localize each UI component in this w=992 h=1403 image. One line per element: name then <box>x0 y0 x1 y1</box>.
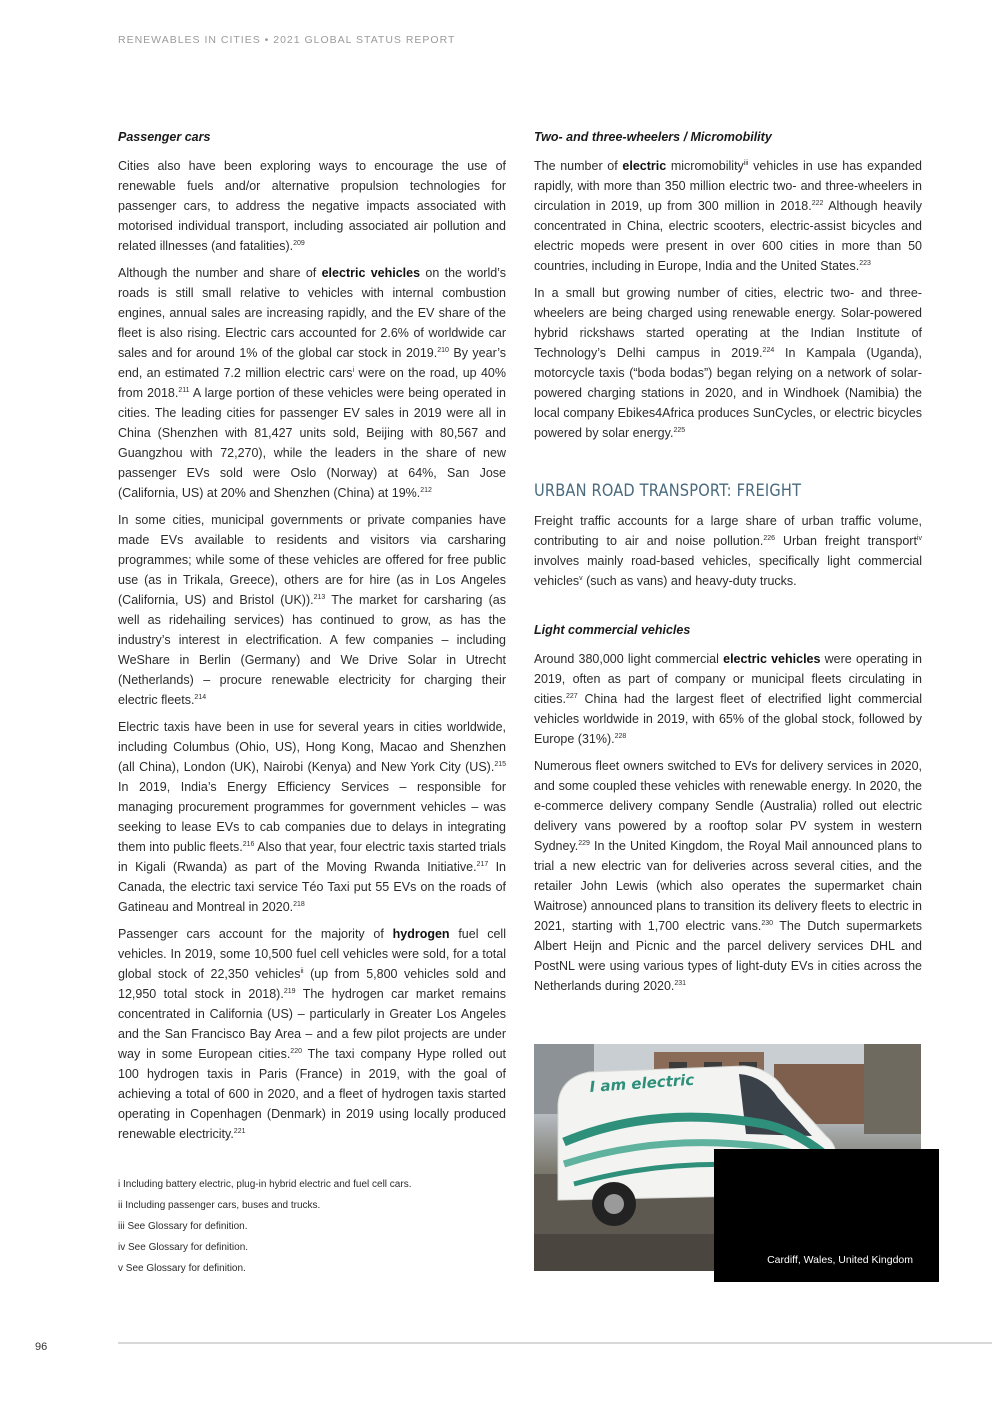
freight-section-title: URBAN ROAD TRANSPORT: FREIGHT <box>534 481 802 501</box>
endnote-ref[interactable]: 210 <box>437 346 449 354</box>
endnote-ref[interactable]: 224 <box>762 346 775 354</box>
lcv-heading: Light commercial vehicles <box>534 623 691 637</box>
endnote-ref[interactable]: 218 <box>293 900 305 908</box>
keyword: electric vehicles <box>321 266 421 280</box>
endnote-ref[interactable]: 212 <box>420 486 432 494</box>
endnote-ref[interactable]: 221 <box>233 1127 246 1135</box>
right-column <box>534 128 922 1003</box>
keyword: electric vehicles <box>723 652 821 666</box>
footnote-ref[interactable]: ii <box>300 967 304 975</box>
endnote-ref[interactable]: 211 <box>178 386 190 394</box>
paragraph: Cities also have been exploring ways to encourage the use of renewable fuels and/or alternative propulsion technologies for passenger cars, to address the negative impacts associated with motorised individual transport, including associated air pollution and related illnesses (and fatalities).$^{209}$ <box>118 159 506 253</box>
van-lettering: I am electric <box>589 1070 695 1096</box>
photo-caption-box <box>714 1149 939 1282</box>
left-column <box>118 128 506 1151</box>
paragraph: In some cities, municipal governments or private companies have made EVs available to residents and visitors via carsharing programmes; while some of these vehicles are offered for free public use (as in Trikala, Greece), others are for hire (as in Los Angeles (California, US) and Bristol (UK)).$^{213}$ The market for carsharing (as well as ridehailing services) has continued to grow, as has the industry’s interest in electrification. A few companies – including WeShare in Berlin (Germany) and We Drive Solar in Utrecht (Netherlands) – procure renewable electricity for charging their electric fleets.$^{214}$ <box>118 513 506 707</box>
endnote-ref[interactable]: 209 <box>293 239 305 247</box>
endnote-ref[interactable]: 230 <box>761 919 774 927</box>
footnote: iv See Glossary for definition. <box>118 1242 249 1253</box>
endnote-ref[interactable]: 226 <box>763 534 776 542</box>
running-header: RENEWABLES IN CITIES • 2021 GLOBAL STATUS REPORT <box>118 34 456 46</box>
footnote-ref[interactable]: i <box>352 366 355 374</box>
endnote-ref[interactable]: 222 <box>811 199 824 207</box>
paragraph: Numerous fleet owners switched to EVs for delivery services in 2020, and some coupled these vehicles with renewable energy. In 2020, the e-commerce delivery company Sendle (Australia) rolled out electric delivery vans powered by a rooftop solar PV system in western Sydney.$^{229}$ In the United Kingdom, the Royal Mail announced plans to trial a new electric van for deliveries across several cities, and the retailer John Lewis (which also operates the supermarket chain Waitrose) announced plans to transition its delivery fleets to electric in 2021, starting with 1,700 electric vans.$^{230}$ The Dutch supermarkets Albert Heijn and Picnic and the parcel delivery services DHL and PostNL were using various types of light-duty EVs in cities across the Netherlands during 2020.$^{231}$ <box>534 759 922 993</box>
endnote-ref[interactable]: 219 <box>283 987 296 995</box>
paragraph: In a small but growing number of cities, electric two- and three-wheelers are being charged using renewable energy. Solar-powered hybrid rickshaws started operating at the Indian Institute of Technology’s Delhi campus in 2019.$^{224}$ In Kampala (Uganda), motorcycle taxis (“boda bodas”) began relying on a network of solar-powered charging stations in 2020, and in Windhoek (Namibia) the local company Ebikes4Africa produces SunCycles, or electric bicycles powered by solar energy.$^{225}$ <box>534 286 923 440</box>
footnote: v See Glossary for definition. <box>118 1263 246 1274</box>
paragraph: The number of electric micromobility$^{iii}$ vehicles in use has expanded rapidly, with more than 350 million electric two- and three-wheelers in circulation in 2019, up from 300 million in 2018.$^{222}$ Although heavily concentrated in China, electric scooters, electric-assist bicycles and electric mopeds were present in over 600 cities in more than 50 countries, including in Europe, India and the United States.$^{223}$ <box>534 159 922 273</box>
endnote-ref[interactable]: 225 <box>673 426 686 434</box>
footnote: i Including battery electric, plug-in hybrid electric and fuel cell cars. <box>118 1179 412 1190</box>
endnote-ref[interactable]: 216 <box>242 840 255 848</box>
endnote-ref[interactable]: 223 <box>859 259 871 267</box>
footnote: ii Including passenger cars, buses and trucks. <box>118 1200 321 1211</box>
paragraph: Although the number and share of electric vehicles on the world’s roads is still small relative to vehicles with internal combustion engines, annual sales are increasing rapidly, and the EV share of the fleet is also rising. Electric cars accounted for 2.6% of worldwide car sales and for around 1% of the global car stock in 2019.$^{210}$ By year’s end, an estimated 7.2 million electric cars$^i$ were on the road, up 40% from 2018.$^{211}$ A large portion of these vehicles were being operated in cities. The leading cities for passenger EV sales in 2019 were all in China (Shenzhen with 81,427 units sold, Beijing with 80,567 and Guangzhou with 72,270), while the leaders in the share of new passenger EVs sold were Oslo (Norway) at 64%, San Jose (California, US) at 20% and Shenzhen (China) at 19%.$^{212}$ <box>118 266 506 500</box>
paragraph: Electric taxis have been in use for several years in cities worldwide, including Columbus (Ohio, US), Hong Kong, Macao and Shenzhen (all China), London (UK), Nairobi (Kenya) and New York City (US).$^{215}$ In 2019, India’s Energy Efficiency Services – responsible for managing procurement programmes for government vehicles – was seeking to lease EVs to cab companies due to delays in integrating them into public fleets.$^{216}$ Also that year, four electric taxis started trials in Kigali (Rwanda) as part of the Moving Rwanda Initiative.$^{217}$ In Canada, the electric taxi service Téo Taxi put 55 EVs on the roads of Gatineau and Montreal in 2020.$^{218}$ <box>118 720 506 914</box>
bottom-divider <box>118 1342 992 1344</box>
endnote-ref[interactable]: 217 <box>476 860 489 868</box>
passenger-cars-heading: Passenger cars <box>118 130 211 144</box>
footnote-ref[interactable]: iii <box>743 159 749 167</box>
page-number: 96 <box>35 1341 48 1353</box>
paragraph: Around 380,000 light commercial electric vehicles were operating in 2019, often as part of company or municipal fleets circulating in cities.$^{227}$ China had the largest fleet of electrified light commercial vehicles worldwide in 2019, with 65% of the global stock, followed by Europe (31%).$^{228}$ <box>534 652 922 746</box>
footnotes <box>118 1174 506 1279</box>
endnote-ref[interactable]: 229 <box>578 839 590 847</box>
paragraph: Freight traffic accounts for a large share of urban traffic volume, contributing to air and noise pollution.$^{226}$ Urban freight transport$^{iv}$ involves mainly road-based vehicles, specifically light commercial vehicles$^v$ (such as vans) and heavy-duty trucks. <box>534 514 922 588</box>
endnote-ref[interactable]: 214 <box>194 693 207 701</box>
keyword: hydrogen <box>392 927 450 941</box>
keyword: electric <box>622 159 667 173</box>
footnote-ref[interactable]: iv <box>916 534 922 542</box>
endnote-ref[interactable]: 227 <box>565 692 578 700</box>
endnote-ref[interactable]: 220 <box>290 1047 302 1055</box>
paragraph: Passenger cars account for the majority of hydrogen fuel cell vehicles. In 2019, some 10,500 fuel cell vehicles were sold, for a total global stock of 22,350 vehicles$^{ii}$ (up from 5,800 vehicles sold and 12,950 total stock in 2018).$^{219}$ The hydrogen car market remains concentrated in California (US) – particularly in Greater Los Angeles and the San Francisco Bay Area – and a few pilot projects are under way in some European cities.$^{220}$ The taxi company Hype rolled out 100 hydrogen taxis in Paris (France) in 2019, with the goal of achieving a total of 600 in 2020, and a fleet of hydrogen taxis started operating in Copenhagen (Denmark) in 2019 using locally produced renewable electricity.$^{221}$ <box>118 927 506 1141</box>
photo-caption: Cardiff, Wales, United Kingdom <box>767 1254 913 1266</box>
endnote-ref[interactable]: 228 <box>614 732 627 740</box>
footnote: iii See Glossary for definition. <box>118 1221 248 1232</box>
endnote-ref[interactable]: 215 <box>494 760 506 768</box>
endnote-ref[interactable]: 213 <box>313 593 326 601</box>
endnote-ref[interactable]: 231 <box>674 979 687 987</box>
footnote-ref[interactable]: v <box>579 574 583 582</box>
micromobility-heading: Two- and three-wheelers / Micromobility <box>534 130 772 144</box>
